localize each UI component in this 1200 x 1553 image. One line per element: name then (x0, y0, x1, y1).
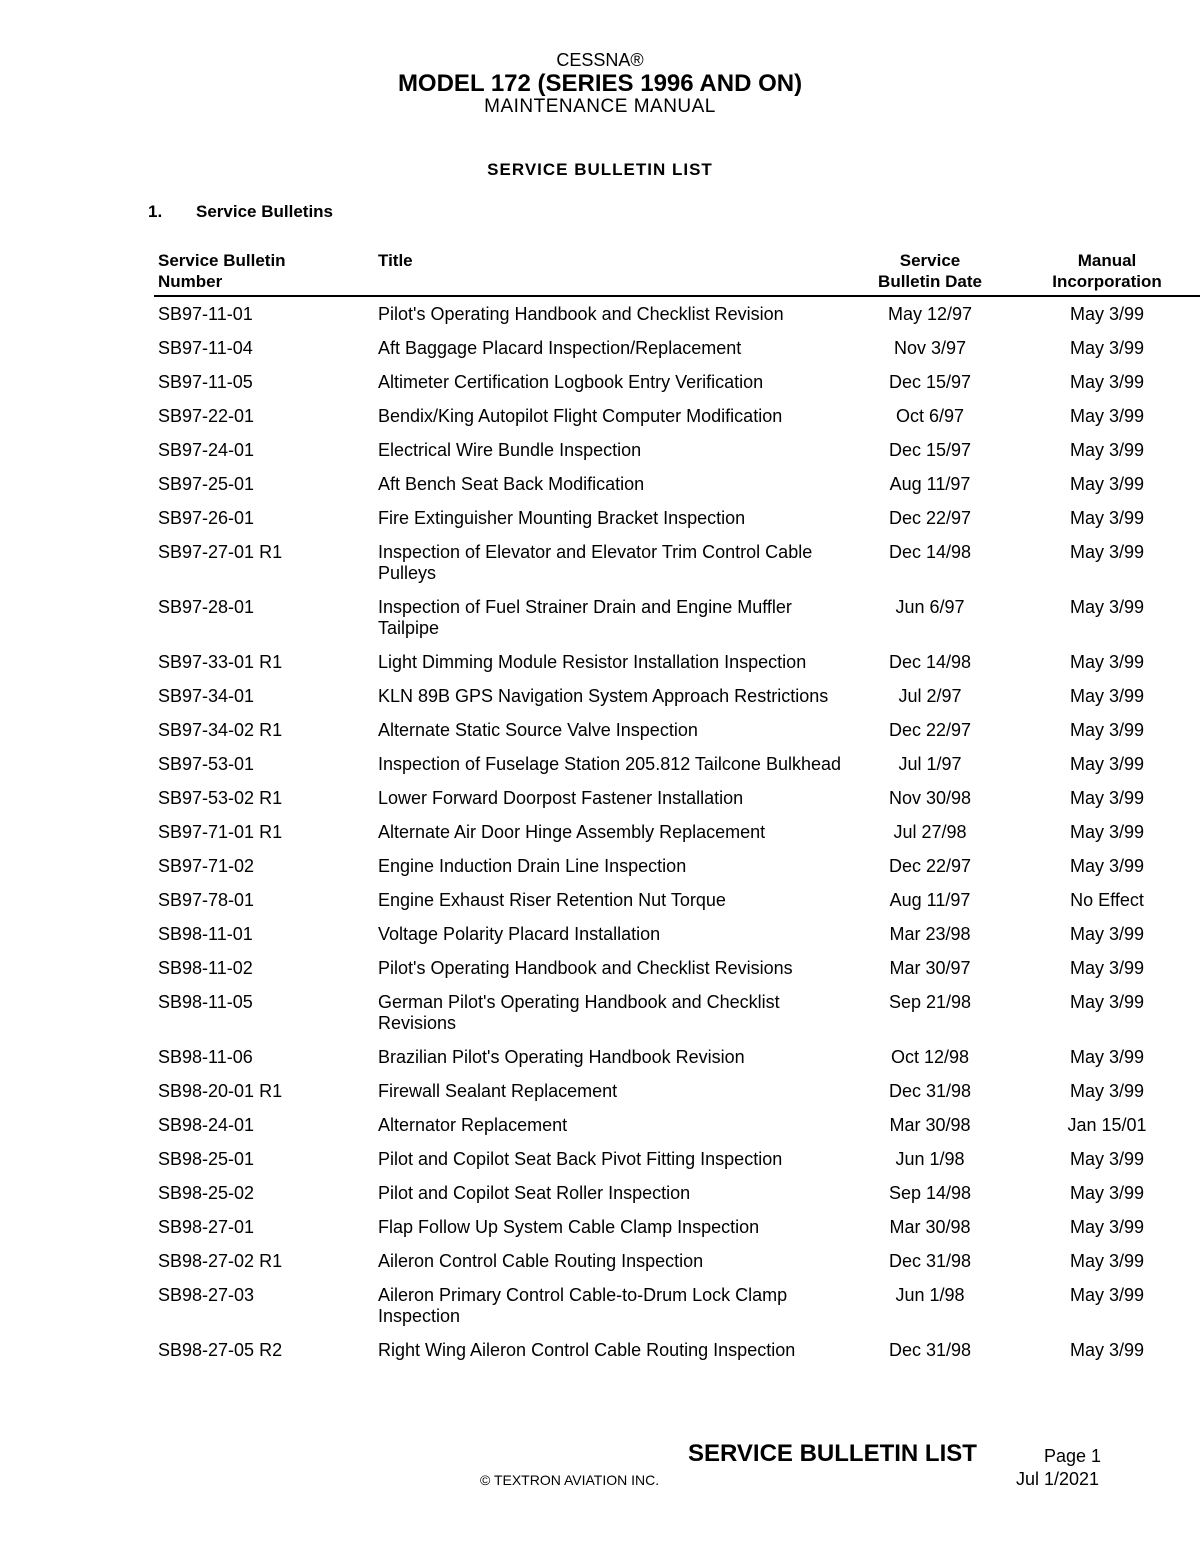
bulletin-number: SB97-22-01 (158, 406, 255, 426)
bulletin-title: Inspection of Fuel Strainer Drain and Engine Muffler Tailpipe (378, 597, 792, 638)
bulletin-number: SB97-24-01 (158, 440, 255, 460)
table-row (0, 508, 1200, 542)
table-row (0, 856, 1200, 890)
bulletin-number: SB97-53-02 R1 (158, 788, 283, 808)
bulletin-number: SB97-71-02 (158, 856, 255, 876)
bulletin-date: Dec 31/98 (888, 1081, 972, 1101)
table-row (0, 1081, 1200, 1115)
bulletin-title: Flap Follow Up System Cable Clamp Inspection (378, 1217, 760, 1237)
bulletin-number: SB97-27-01 R1 (158, 542, 283, 562)
manual-incorporation: May 3/99 (1069, 1340, 1145, 1360)
bulletin-title: Voltage Polarity Placard Installation (378, 924, 661, 944)
table-row (0, 686, 1200, 720)
brand-name: CESSNA® (556, 50, 644, 70)
bulletin-date: Mar 30/97 (889, 958, 971, 978)
bulletin-number: SB97-25-01 (158, 474, 255, 494)
manual-incorporation: Jan 15/01 (1067, 1115, 1147, 1135)
table-row (0, 542, 1200, 597)
table-row (0, 1340, 1200, 1374)
bulletin-date: Dec 22/97 (888, 508, 972, 528)
manual-incorporation: May 3/99 (1069, 822, 1145, 842)
bulletin-number: SB97-26-01 (158, 508, 255, 528)
bulletin-title: Brazilian Pilot's Operating Handbook Revision (378, 1047, 745, 1067)
table-row (0, 924, 1200, 958)
bulletin-number: SB98-11-01 (158, 924, 253, 944)
bulletin-number: SB98-25-01 (158, 1149, 255, 1169)
column-header-incorporation: Manual Incorporation (1052, 251, 1162, 291)
bulletin-date: Dec 14/98 (888, 542, 972, 562)
table-row (0, 372, 1200, 406)
copyright: © TEXTRON AVIATION INC. (480, 1472, 660, 1488)
bulletin-number: SB97-34-01 (158, 686, 255, 706)
manual-incorporation: May 3/99 (1069, 788, 1145, 808)
bulletin-title: Right Wing Aileron Control Cable Routing Inspection (378, 1340, 796, 1360)
manual-incorporation: May 3/99 (1069, 958, 1145, 978)
table-row (0, 406, 1200, 440)
manual-incorporation: May 3/99 (1069, 1149, 1145, 1169)
bulletin-date: Dec 31/98 (888, 1340, 972, 1360)
manual-incorporation: May 3/99 (1069, 856, 1145, 876)
bulletin-title: Firewall Sealant Replacement (378, 1081, 618, 1101)
bulletin-number: SB97-34-02 R1 (158, 720, 283, 740)
bulletin-title: Pilot's Operating Handbook and Checklist Revision (378, 304, 784, 324)
bulletin-title: Electrical Wire Bundle Inspection (378, 440, 642, 460)
manual-incorporation: May 3/99 (1069, 474, 1145, 494)
bulletin-number: SB98-27-02 R1 (158, 1251, 283, 1271)
bulletin-number: SB98-27-03 (158, 1285, 255, 1305)
bulletin-number: SB97-33-01 R1 (158, 652, 283, 672)
table-row (0, 1047, 1200, 1081)
table-row (0, 822, 1200, 856)
page-number: Page 1 (1044, 1446, 1102, 1466)
bulletin-date: Jul 1/97 (898, 754, 962, 774)
bulletin-title: Fire Extinguisher Mounting Bracket Inspection (378, 508, 746, 528)
bulletin-date: Jul 27/98 (893, 822, 967, 842)
table-row (0, 1183, 1200, 1217)
revision-date: Jul 1/2021 (1016, 1469, 1100, 1489)
manual-incorporation: May 3/99 (1069, 1285, 1145, 1305)
bulletin-title: Inspection of Fuselage Station 205.812 Tailcone Bulkhead (378, 754, 841, 774)
bulletin-date: Aug 11/97 (889, 890, 971, 910)
bulletin-title: Alternate Air Door Hinge Assembly Replacement (378, 822, 766, 842)
bulletin-date: Sep 14/98 (888, 1183, 972, 1203)
bulletin-date: Aug 11/97 (889, 474, 971, 494)
manual-incorporation: May 3/99 (1069, 440, 1145, 460)
bulletin-title: Pilot and Copilot Seat Back Pivot Fitting Inspection (378, 1149, 783, 1169)
bulletin-title: Light Dimming Module Resistor Installation Inspection (378, 652, 807, 672)
bulletin-date: Jun 6/97 (895, 597, 965, 617)
manual-incorporation: May 3/99 (1069, 1251, 1145, 1271)
page-title: SERVICE BULLETIN LIST (487, 160, 713, 179)
bulletin-title: Pilot and Copilot Seat Roller Inspection (378, 1183, 691, 1203)
bulletin-number: SB98-11-06 (158, 1047, 253, 1067)
bulletin-number: SB97-28-01 (158, 597, 255, 617)
bulletin-title: Altimeter Certification Logbook Entry Verification (378, 372, 764, 392)
bulletin-date: Nov 3/97 (893, 338, 967, 358)
manual-incorporation: No Effect (1070, 890, 1144, 910)
table-row (0, 338, 1200, 372)
bulletin-number: SB98-27-01 (158, 1217, 255, 1237)
manual-incorporation: May 3/99 (1069, 542, 1145, 562)
bulletin-number: SB97-11-04 (158, 338, 253, 358)
bulletin-number: SB97-11-05 (158, 372, 253, 392)
bulletin-title: Aileron Primary Control Cable-to-Drum Lock Clamp Inspection (378, 1285, 788, 1326)
bulletin-date: Mar 23/98 (889, 924, 971, 944)
bulletin-title: Alternate Static Source Valve Inspection (378, 720, 698, 740)
bulletin-title: German Pilot's Operating Handbook and Checklist Revisions (378, 992, 780, 1033)
manual-title: MAINTENANCE MANUAL (484, 96, 716, 117)
manual-incorporation: May 3/99 (1069, 1183, 1145, 1203)
column-header-number: Service Bulletin Number (158, 251, 286, 291)
manual-incorporation: May 3/99 (1069, 992, 1145, 1012)
bulletin-date: Oct 6/97 (895, 406, 965, 426)
table-row (0, 1115, 1200, 1149)
bulletin-date: Jun 1/98 (895, 1149, 965, 1169)
bulletin-title: Aft Bench Seat Back Modification (378, 474, 645, 494)
bulletin-title: Inspection of Elevator and Elevator Trim Control Cable Pulleys (378, 542, 813, 583)
table-row (0, 440, 1200, 474)
manual-incorporation: May 3/99 (1069, 406, 1145, 426)
section-title: Service Bulletins (196, 202, 334, 221)
bulletin-number: SB98-11-05 (158, 992, 253, 1012)
manual-incorporation: May 3/99 (1069, 338, 1145, 358)
bulletin-date: Nov 30/98 (888, 788, 972, 808)
bulletin-title: Bendix/King Autopilot Flight Computer Modification (378, 406, 783, 426)
bulletin-date: Dec 31/98 (888, 1251, 972, 1271)
table-row (0, 474, 1200, 508)
bulletin-number: SB97-78-01 (158, 890, 255, 910)
section-heading (148, 202, 333, 222)
bulletin-date: Sep 21/98 (888, 992, 972, 1012)
bulletin-title: Alternator Replacement (378, 1115, 568, 1135)
bulletin-number: SB98-27-05 R2 (158, 1340, 283, 1360)
bulletin-date: Dec 22/97 (888, 856, 972, 876)
manual-incorporation: May 3/99 (1069, 372, 1145, 392)
manual-incorporation: May 3/99 (1069, 304, 1145, 324)
bulletin-number: SB98-11-02 (158, 958, 253, 978)
bulletin-number: SB97-53-01 (158, 754, 255, 774)
table-row (0, 992, 1200, 1047)
bulletin-number: SB98-20-01 R1 (158, 1081, 283, 1101)
section-number: 1. (148, 202, 163, 221)
footer-title: SERVICE BULLETIN LIST (688, 1440, 977, 1467)
manual-incorporation: May 3/99 (1069, 1047, 1145, 1067)
bulletin-title: Pilot's Operating Handbook and Checklist Revisions (378, 958, 793, 978)
column-header-title: Title (378, 251, 413, 270)
bulletin-number: SB97-11-01 (158, 304, 253, 324)
table-row (0, 754, 1200, 788)
model-title: MODEL 172 (SERIES 1996 AND ON) (397, 70, 803, 97)
table-row (0, 958, 1200, 992)
table-row (0, 597, 1200, 652)
table-row (0, 1251, 1200, 1285)
manual-incorporation: May 3/99 (1069, 720, 1145, 740)
bulletin-date: Mar 30/98 (889, 1217, 971, 1237)
header-divider (154, 295, 1200, 297)
manual-incorporation: May 3/99 (1069, 508, 1145, 528)
bulletin-title: Engine Induction Drain Line Inspection (378, 856, 687, 876)
bulletin-date: Jun 1/98 (895, 1285, 965, 1305)
bulletin-number: SB98-25-02 (158, 1183, 255, 1203)
table-row (0, 1285, 1200, 1340)
manual-incorporation: May 3/99 (1069, 1081, 1145, 1101)
bulletin-date: Dec 15/97 (888, 372, 972, 392)
table-row (0, 1217, 1200, 1251)
bulletin-date: May 12/97 (887, 304, 973, 324)
manual-incorporation: May 3/99 (1069, 1217, 1145, 1237)
bulletin-table (0, 304, 1200, 1374)
table-row (0, 788, 1200, 822)
column-header-date: Service Bulletin Date (878, 251, 982, 291)
table-header (0, 250, 1200, 296)
manual-incorporation: May 3/99 (1069, 597, 1145, 617)
bulletin-number: SB97-71-01 R1 (158, 822, 283, 842)
bulletin-date: Dec 22/97 (888, 720, 972, 740)
bulletin-date: Jul 2/97 (898, 686, 962, 706)
table-row (0, 304, 1200, 338)
table-row (0, 1149, 1200, 1183)
bulletin-date: Dec 15/97 (888, 440, 972, 460)
bulletin-title: Lower Forward Doorpost Fastener Installation (378, 788, 744, 808)
bulletin-date: Oct 12/98 (890, 1047, 970, 1067)
table-row (0, 890, 1200, 924)
manual-incorporation: May 3/99 (1069, 924, 1145, 944)
bulletin-date: Mar 30/98 (889, 1115, 971, 1135)
bulletin-title: Aileron Control Cable Routing Inspection (378, 1251, 704, 1271)
manual-incorporation: May 3/99 (1069, 686, 1145, 706)
manual-incorporation: May 3/99 (1069, 652, 1145, 672)
manual-incorporation: May 3/99 (1069, 754, 1145, 774)
bulletin-date: Dec 14/98 (888, 652, 972, 672)
bulletin-title: KLN 89B GPS Navigation System Approach Restrictions (378, 686, 829, 706)
table-row (0, 720, 1200, 754)
bulletin-number: SB98-24-01 (158, 1115, 255, 1135)
bulletin-title: Engine Exhaust Riser Retention Nut Torque (378, 890, 726, 910)
bulletin-title: Aft Baggage Placard Inspection/Replacement (378, 338, 742, 358)
table-row (0, 652, 1200, 686)
